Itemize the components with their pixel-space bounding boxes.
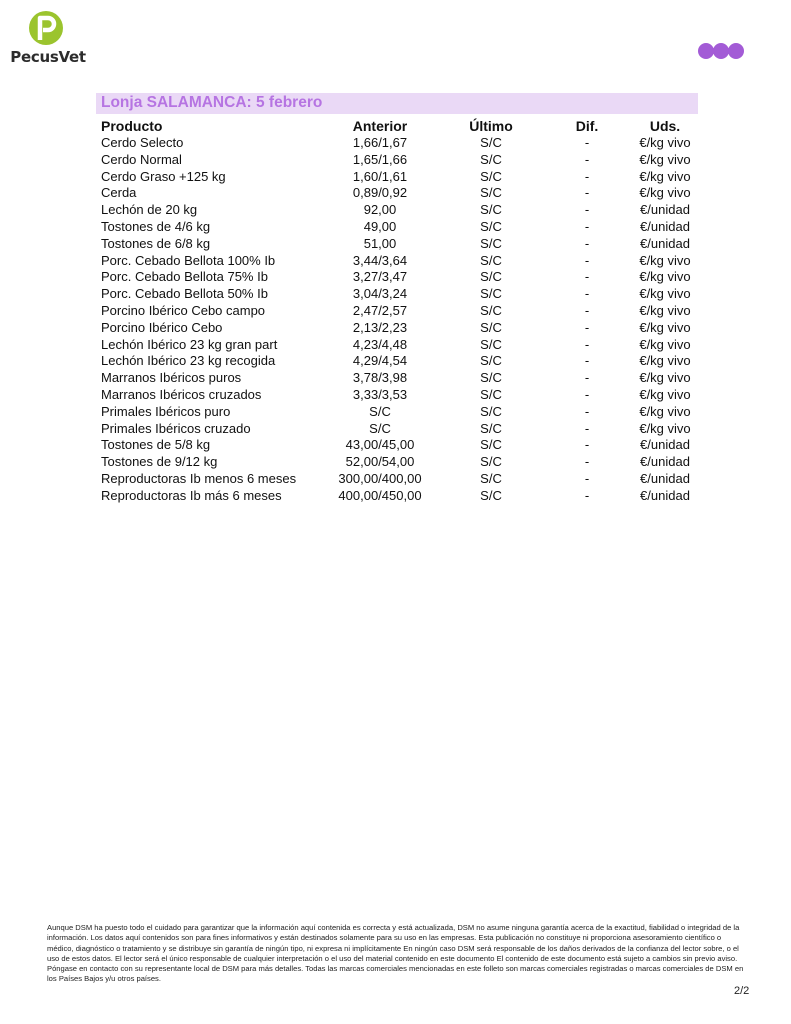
dif-value: -: [584, 420, 590, 436]
product-name: Tostones de 5/8 kg: [101, 437, 211, 453]
dif-value: -: [584, 454, 590, 470]
table-row: [96, 202, 698, 219]
disclaimer: Aunque DSM ha puesto todo el cuidado para garantizar que la información aquí contenida es correcta y está actualizada, DSM no asume ninguna garantía acerca de la exactitud, fiabilidad o integridad de la información. Los datos aquí contenidos son para fines informativos y están destinados solamente para su uso en las empresas. Esta publicación no constituye ni proporciona asesoramiento científico o médico, diagnóstico o tratamiento y se distribuye sin garantía de ningún tipo, ni expresa ni implícitamente En ningún caso DSM será responsable de los daños derivados de la confianza del lector sobre, o el uso de estos datos. El lector será el único responsable de cualquier interpretación o el uso del material contenido en este documento El contenido de este documento está sujeto a cambios sin previo aviso. Póngase en contacto con su representante local de DSM para más detalles. Todas las marcas comerciales mencionadas en este folleto son marcas comerciales registradas o marcas comerciales de DSM en los Países Bajos y/u otros países.: [47, 923, 744, 984]
product-name: Marranos Ibéricos puros: [101, 370, 242, 386]
ultimo-value: S/C: [480, 420, 502, 436]
unit-value: €/unidad: [640, 202, 690, 218]
anterior-value: 92,00: [363, 202, 397, 218]
dif-value: -: [584, 319, 590, 335]
unit-value: €/kg vivo: [639, 135, 691, 150]
ultimo-value: S/C: [480, 218, 502, 234]
product-name: Porc. Cebado Bellota 100% Ib: [101, 252, 276, 268]
product-name: Tostones de 4/6 kg: [101, 218, 211, 234]
table-row: [96, 421, 698, 438]
dif-value: -: [584, 403, 590, 419]
unit-value: €/kg vivo: [639, 269, 691, 285]
ultimo-value: S/C: [480, 185, 502, 201]
ultimo-value: S/C: [480, 370, 502, 386]
dif-value: -: [584, 487, 590, 503]
unit-value: €/unidad: [640, 218, 690, 234]
ultimo-value: S/C: [480, 269, 502, 285]
ultimo-value: S/C: [480, 302, 502, 318]
product-name: Marranos Ibéricos cruzados: [101, 386, 262, 402]
ultimo-value: S/C: [480, 168, 502, 184]
ultimo-value: S/C: [480, 437, 502, 453]
unit-value: €/kg vivo: [639, 151, 691, 167]
table-row: [96, 404, 698, 421]
product-name: Cerdo Graso +125 kg: [101, 168, 226, 184]
unit-value: €/kg vivo: [639, 286, 691, 302]
dif-value: -: [584, 386, 590, 402]
unit-value: €/kg vivo: [639, 353, 691, 369]
table-row: [96, 152, 698, 169]
anterior-value: 43,00/45,00: [345, 437, 415, 453]
unit-value: €/unidad: [640, 470, 690, 486]
dif-value: -: [584, 252, 590, 268]
table-row: [96, 454, 698, 471]
anterior-value: 52,00/54,00: [345, 454, 415, 470]
unit-value: €/kg vivo: [639, 403, 691, 419]
ultimo-value: S/C: [480, 403, 502, 419]
brand-name: PecusVet: [10, 48, 86, 66]
table-row: [96, 337, 698, 354]
table-row: [96, 169, 698, 186]
table-row: [96, 437, 698, 454]
dif-value: -: [584, 235, 590, 251]
ultimo-value: S/C: [480, 319, 502, 335]
dif-value: -: [584, 168, 590, 184]
ultimo-value: S/C: [480, 202, 502, 218]
dif-value: -: [584, 135, 590, 150]
anterior-value: 51,00: [363, 235, 397, 251]
product-name: Cerdo Normal: [101, 151, 182, 167]
decorative-dots-icon: [698, 43, 746, 60]
product-name: Primales Ibéricos puro: [101, 403, 231, 419]
product-name: Porcino Ibérico Cebo campo: [101, 302, 266, 318]
product-name: Lechón de 20 kg: [101, 202, 198, 218]
product-name: Lechón Ibérico 23 kg gran part: [101, 336, 278, 352]
ultimo-value: S/C: [480, 151, 502, 167]
anterior-value: 3,27/3,47: [352, 269, 408, 285]
ultimo-value: S/C: [480, 353, 502, 369]
unit-value: €/unidad: [640, 235, 690, 251]
unit-value: €/kg vivo: [639, 336, 691, 352]
product-name: Primales Ibéricos cruzado: [101, 420, 251, 436]
ultimo-value: S/C: [480, 487, 502, 503]
dif-value: -: [584, 185, 590, 201]
table-row: [96, 185, 698, 202]
product-name: Porc. Cebado Bellota 50% Ib: [101, 286, 268, 302]
anterior-value: S/C: [369, 420, 391, 436]
dif-value: -: [584, 218, 590, 234]
logo-p-icon: [26, 10, 66, 48]
unit-value: €/kg vivo: [639, 168, 691, 184]
anterior-value: 3,78/3,98: [352, 370, 408, 386]
product-name: Cerdo Selecto: [101, 135, 184, 150]
table-row: [96, 387, 698, 404]
ultimo-value: S/C: [480, 235, 502, 251]
ultimo-value: S/C: [480, 286, 502, 302]
anterior-value: 1,65/1,66: [352, 151, 408, 167]
anterior-value: 0,89/0,92: [352, 185, 408, 201]
table-header: [96, 117, 698, 135]
unit-value: €/kg vivo: [639, 420, 691, 436]
pecusvet-logo: [8, 8, 88, 68]
ultimo-value: S/C: [480, 454, 502, 470]
product-name: Porcino Ibérico Cebo: [101, 319, 223, 335]
ultimo-value: S/C: [480, 470, 502, 486]
unit-value: €/kg vivo: [639, 319, 691, 335]
anterior-value: 300,00/400,00: [338, 470, 422, 486]
dif-value: -: [584, 470, 590, 486]
table-row: [96, 253, 698, 270]
anterior-value: 2,47/2,57: [352, 302, 408, 318]
unit-value: €/kg vivo: [639, 252, 691, 268]
product-name: Tostones de 9/12 kg: [101, 454, 218, 470]
table-title: Lonja SALAMANCA: 5 febrero: [101, 94, 323, 111]
table-title-bar: [96, 93, 698, 114]
table-row: [96, 286, 698, 303]
unit-value: €/unidad: [640, 487, 690, 503]
unit-value: €/kg vivo: [639, 386, 691, 402]
dif-value: -: [584, 151, 590, 167]
dif-value: -: [584, 202, 590, 218]
unit-value: €/kg vivo: [639, 370, 691, 386]
unit-value: €/unidad: [640, 437, 690, 453]
header-ultimo: Último: [469, 118, 513, 134]
product-name: Tostones de 6/8 kg: [101, 235, 211, 251]
table-row: [96, 320, 698, 337]
dif-value: -: [584, 302, 590, 318]
dif-value: -: [584, 269, 590, 285]
unit-value: €/kg vivo: [639, 185, 691, 201]
anterior-value: 3,44/3,64: [352, 252, 408, 268]
anterior-value: 400,00/450,00: [338, 487, 422, 503]
ultimo-value: S/C: [480, 336, 502, 352]
product-name: Reproductoras Ib menos 6 meses: [101, 470, 297, 486]
dif-value: -: [584, 286, 590, 302]
anterior-value: 2,13/2,23: [352, 319, 408, 335]
product-name: Reproductoras Ib más 6 meses: [101, 487, 282, 503]
anterior-value: 1,60/1,61: [352, 168, 408, 184]
dif-value: -: [584, 437, 590, 453]
anterior-value: 4,23/4,48: [352, 336, 408, 352]
table-row: [96, 135, 698, 152]
table-row: [96, 471, 698, 488]
anterior-value: S/C: [369, 403, 391, 419]
table-row: [96, 303, 698, 320]
anterior-value: 1,66/1,67: [352, 135, 408, 150]
dif-value: -: [584, 336, 590, 352]
unit-value: €/unidad: [640, 454, 690, 470]
product-name: Porc. Cebado Bellota 75% Ib: [101, 269, 268, 285]
table-row: [96, 488, 698, 505]
table-row: [96, 219, 698, 236]
anterior-value: 49,00: [363, 218, 397, 234]
header-anterior: Anterior: [352, 118, 408, 134]
anterior-value: 3,04/3,24: [352, 286, 408, 302]
ultimo-value: S/C: [480, 386, 502, 402]
page-number: 2/2: [734, 985, 750, 997]
header-producto: Producto: [101, 118, 163, 134]
product-name: Lechón Ibérico 23 kg recogida: [101, 353, 276, 369]
header-dif: Dif.: [575, 118, 599, 134]
dif-value: -: [584, 370, 590, 386]
table-row: [96, 236, 698, 253]
ultimo-value: S/C: [480, 135, 502, 150]
table-row: [96, 370, 698, 387]
anterior-value: 4,29/4,54: [352, 353, 408, 369]
ultimo-value: S/C: [480, 252, 502, 268]
price-table: [96, 117, 698, 505]
dif-value: -: [584, 353, 590, 369]
table-row: [96, 353, 698, 370]
anterior-value: 3,33/3,53: [352, 386, 408, 402]
header-uds: Uds.: [649, 118, 681, 134]
unit-value: €/kg vivo: [639, 302, 691, 318]
table-row: [96, 269, 698, 286]
product-name: Cerda: [101, 185, 137, 201]
